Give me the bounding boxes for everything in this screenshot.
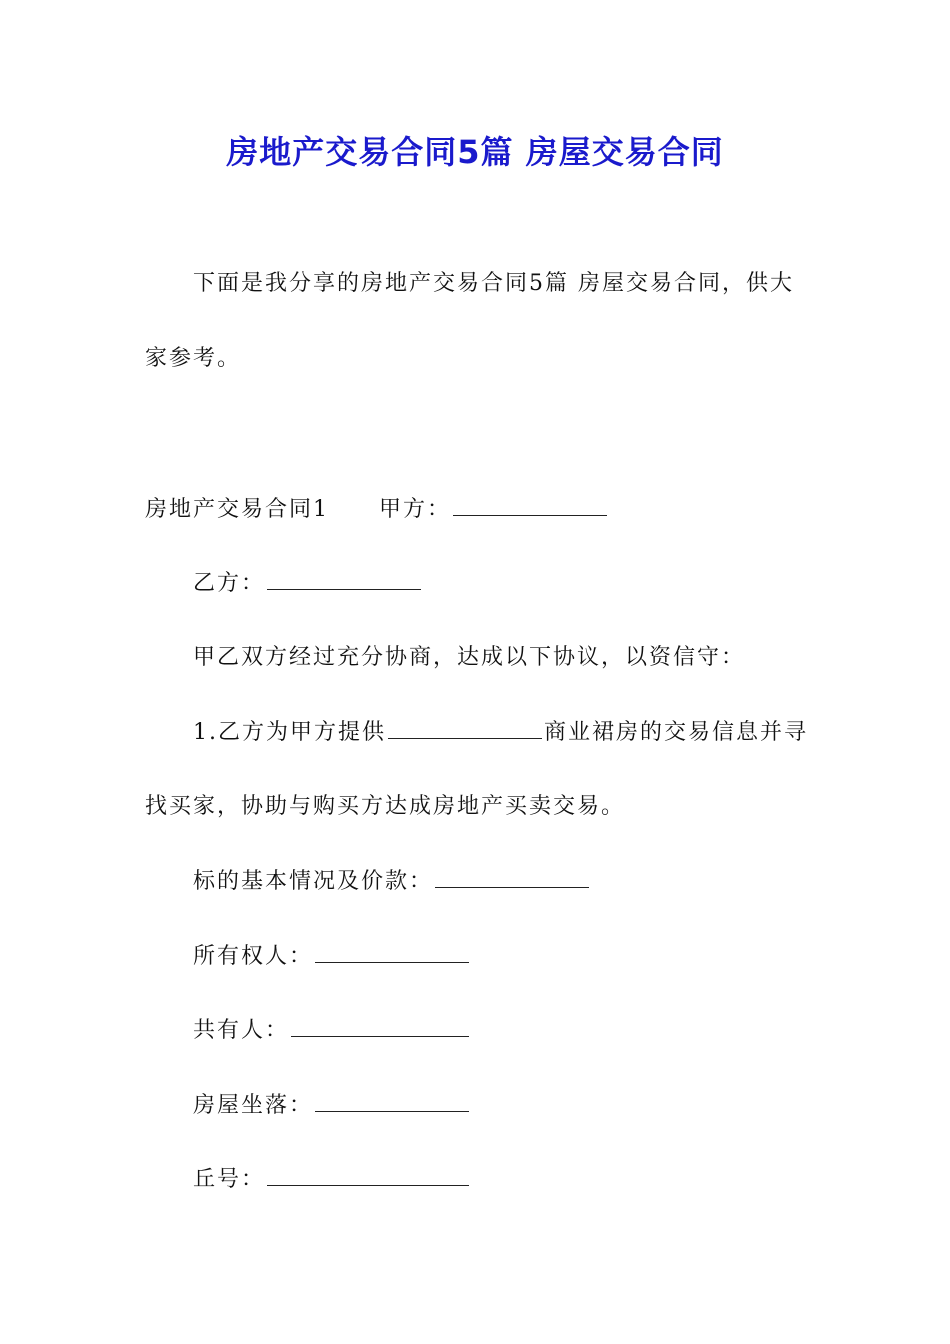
contract-1-heading: 房地产交易合同1 (145, 497, 329, 522)
clause-1-text-start: 1.乙方为甲方提供 (193, 720, 386, 745)
location-label: 房屋坐落： (193, 1093, 314, 1118)
lot-label: 丘号： (193, 1167, 266, 1192)
party-b-label: 乙方： (193, 571, 266, 596)
intro-paragraph-line-1: 下面是我分享的房地产交易合同5篇 房屋交易合同，供大 (193, 271, 794, 296)
clause-1-line-2: 找买家，协助与购买方达成房地产买卖交易。 (145, 794, 626, 819)
party-a-blank (453, 493, 607, 516)
lot-blank (267, 1163, 469, 1186)
location-row (193, 1089, 471, 1122)
contract-1-heading-row (145, 493, 609, 526)
party-a-label: 甲方： (379, 497, 452, 522)
agreement-paragraph: 甲乙双方经过充分协商，达成以下协议，以资信守： (193, 645, 746, 670)
party-b-row (193, 567, 423, 600)
owner-label: 所有权人： (193, 944, 314, 969)
location-blank (315, 1089, 469, 1112)
co-owner-row (193, 1014, 471, 1047)
clause-1-text-end: 商业裙房的交易信息并寻 (544, 720, 809, 745)
subject-row (193, 865, 591, 898)
clause-1-blank (388, 716, 542, 739)
co-owner-label: 共有人： (193, 1018, 290, 1043)
document-title: 房地产交易合同5篇 房屋交易合同 (226, 133, 724, 171)
clause-1-line-1 (193, 716, 808, 749)
co-owner-blank (291, 1014, 469, 1037)
subject-blank (435, 865, 589, 888)
subject-label: 标的基本情况及价款： (193, 869, 434, 894)
owner-blank (315, 940, 469, 963)
intro-paragraph-line-2: 家参考。 (145, 346, 242, 371)
lot-row (193, 1163, 471, 1196)
owner-row (193, 940, 471, 973)
party-b-blank (267, 567, 421, 590)
